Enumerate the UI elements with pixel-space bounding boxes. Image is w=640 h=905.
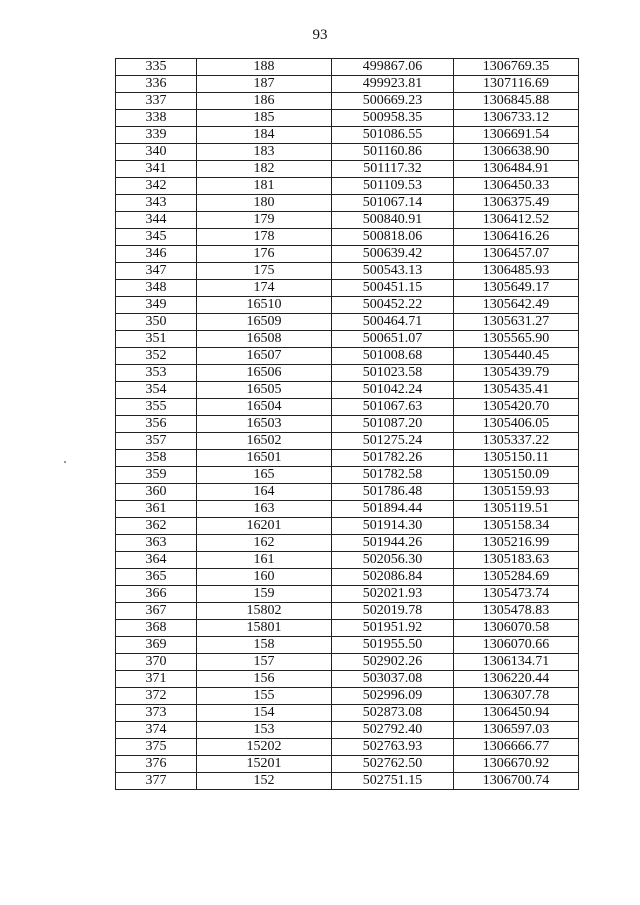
x-coordinate-cell: 501023.58 (332, 365, 454, 382)
table-row (116, 671, 579, 688)
boundary-point-id-cell: 16508 (197, 331, 332, 348)
table-row (116, 450, 579, 467)
y-coordinate-cell: 1306457.07 (454, 246, 579, 263)
boundary-point-id-cell: 15802 (197, 603, 332, 620)
x-coordinate-cell: 502086.84 (332, 569, 454, 586)
point-number-cell: 367 (116, 603, 197, 620)
x-coordinate-cell: 501894.44 (332, 501, 454, 518)
y-coordinate-cell: 1306134.71 (454, 654, 579, 671)
table-row (116, 739, 579, 756)
boundary-point-id-cell: 181 (197, 178, 332, 195)
y-coordinate-cell: 1305216.99 (454, 535, 579, 552)
table-row (116, 297, 579, 314)
table-row (116, 603, 579, 620)
boundary-point-id-cell: 182 (197, 161, 332, 178)
boundary-point-id-cell: 157 (197, 654, 332, 671)
point-number-cell: 372 (116, 688, 197, 705)
point-number-cell: 345 (116, 229, 197, 246)
x-coordinate-cell: 500651.07 (332, 331, 454, 348)
x-coordinate-cell: 501786.48 (332, 484, 454, 501)
y-coordinate-cell: 1306666.77 (454, 739, 579, 756)
x-coordinate-cell: 501782.26 (332, 450, 454, 467)
boundary-point-id-cell: 159 (197, 586, 332, 603)
scan-speck (64, 461, 66, 463)
y-coordinate-cell: 1305565.90 (454, 331, 579, 348)
y-coordinate-cell: 1306733.12 (454, 110, 579, 127)
boundary-point-id-cell: 16201 (197, 518, 332, 535)
point-number-cell: 339 (116, 127, 197, 144)
x-coordinate-cell: 502751.15 (332, 773, 454, 790)
point-number-cell: 340 (116, 144, 197, 161)
x-coordinate-cell: 501086.55 (332, 127, 454, 144)
table-row (116, 773, 579, 790)
table-row (116, 246, 579, 263)
x-coordinate-cell: 501042.24 (332, 382, 454, 399)
y-coordinate-cell: 1305284.69 (454, 569, 579, 586)
point-number-cell: 342 (116, 178, 197, 195)
point-number-cell: 373 (116, 705, 197, 722)
table-row (116, 688, 579, 705)
boundary-point-id-cell: 153 (197, 722, 332, 739)
table-row (116, 178, 579, 195)
table-row (116, 484, 579, 501)
point-number-cell: 362 (116, 518, 197, 535)
table-row (116, 416, 579, 433)
boundary-point-id-cell: 16506 (197, 365, 332, 382)
boundary-point-id-cell: 16509 (197, 314, 332, 331)
y-coordinate-cell: 1305642.49 (454, 297, 579, 314)
boundary-point-id-cell: 15801 (197, 620, 332, 637)
x-coordinate-cell: 501914.30 (332, 518, 454, 535)
point-number-cell: 366 (116, 586, 197, 603)
table-row (116, 348, 579, 365)
table-row (116, 756, 579, 773)
point-number-cell: 374 (116, 722, 197, 739)
x-coordinate-cell: 500639.42 (332, 246, 454, 263)
y-coordinate-cell: 1305183.63 (454, 552, 579, 569)
x-coordinate-cell: 499867.06 (332, 59, 454, 76)
table-row (116, 382, 579, 399)
y-coordinate-cell: 1305631.27 (454, 314, 579, 331)
table-row (116, 365, 579, 382)
y-coordinate-cell: 1306375.49 (454, 195, 579, 212)
y-coordinate-cell: 1305439.79 (454, 365, 579, 382)
point-number-cell: 352 (116, 348, 197, 365)
boundary-point-id-cell: 16501 (197, 450, 332, 467)
boundary-point-id-cell: 16507 (197, 348, 332, 365)
y-coordinate-cell: 1305150.11 (454, 450, 579, 467)
x-coordinate-cell: 501067.63 (332, 399, 454, 416)
page-number: 93 (312, 27, 328, 43)
x-coordinate-cell: 500452.22 (332, 297, 454, 314)
point-number-cell: 354 (116, 382, 197, 399)
boundary-point-id-cell: 179 (197, 212, 332, 229)
x-coordinate-cell: 502019.78 (332, 603, 454, 620)
table-row (116, 331, 579, 348)
point-number-cell: 353 (116, 365, 197, 382)
y-coordinate-cell: 1306670.92 (454, 756, 579, 773)
y-coordinate-cell: 1306070.58 (454, 620, 579, 637)
x-coordinate-cell: 501117.32 (332, 161, 454, 178)
point-number-cell: 346 (116, 246, 197, 263)
y-coordinate-cell: 1305119.51 (454, 501, 579, 518)
y-coordinate-cell: 1306769.35 (454, 59, 579, 76)
boundary-point-id-cell: 165 (197, 467, 332, 484)
y-coordinate-cell: 1306416.26 (454, 229, 579, 246)
point-number-cell: 356 (116, 416, 197, 433)
point-number-cell: 359 (116, 467, 197, 484)
y-coordinate-cell: 1306638.90 (454, 144, 579, 161)
table-row (116, 212, 579, 229)
x-coordinate-cell: 500818.06 (332, 229, 454, 246)
table-row (116, 501, 579, 518)
boundary-point-id-cell: 16504 (197, 399, 332, 416)
point-number-cell: 355 (116, 399, 197, 416)
boundary-point-id-cell: 187 (197, 76, 332, 93)
table-row (116, 280, 579, 297)
table-row (116, 110, 579, 127)
point-number-cell: 343 (116, 195, 197, 212)
point-number-cell: 361 (116, 501, 197, 518)
boundary-point-id-cell: 176 (197, 246, 332, 263)
x-coordinate-cell: 501087.20 (332, 416, 454, 433)
boundary-point-id-cell: 160 (197, 569, 332, 586)
table-row (116, 654, 579, 671)
y-coordinate-cell: 1306450.94 (454, 705, 579, 722)
table-row (116, 518, 579, 535)
table-row (116, 552, 579, 569)
x-coordinate-cell: 502763.93 (332, 739, 454, 756)
y-coordinate-cell: 1306700.74 (454, 773, 579, 790)
point-number-cell: 363 (116, 535, 197, 552)
x-coordinate-cell: 503037.08 (332, 671, 454, 688)
point-number-cell: 344 (116, 212, 197, 229)
point-number-cell: 348 (116, 280, 197, 297)
point-number-cell: 360 (116, 484, 197, 501)
point-number-cell: 341 (116, 161, 197, 178)
boundary-point-id-cell: 15202 (197, 739, 332, 756)
boundary-point-id-cell: 16505 (197, 382, 332, 399)
x-coordinate-cell: 500840.91 (332, 212, 454, 229)
y-coordinate-cell: 1305337.22 (454, 433, 579, 450)
table-row (116, 705, 579, 722)
x-coordinate-cell: 502056.30 (332, 552, 454, 569)
x-coordinate-cell: 501008.68 (332, 348, 454, 365)
y-coordinate-cell: 1305473.74 (454, 586, 579, 603)
x-coordinate-cell: 500669.23 (332, 93, 454, 110)
y-coordinate-cell: 1305478.83 (454, 603, 579, 620)
point-number-cell: 365 (116, 569, 197, 586)
point-number-cell: 347 (116, 263, 197, 280)
boundary-point-id-cell: 175 (197, 263, 332, 280)
x-coordinate-cell: 500451.15 (332, 280, 454, 297)
x-coordinate-cell: 500464.71 (332, 314, 454, 331)
table-row (116, 59, 579, 76)
table-row (116, 433, 579, 450)
point-number-cell: 370 (116, 654, 197, 671)
point-number-cell: 376 (116, 756, 197, 773)
point-number-cell: 335 (116, 59, 197, 76)
x-coordinate-cell: 501944.26 (332, 535, 454, 552)
table-row (116, 586, 579, 603)
point-number-cell: 358 (116, 450, 197, 467)
point-number-cell: 371 (116, 671, 197, 688)
x-coordinate-cell: 501109.53 (332, 178, 454, 195)
table-row (116, 195, 579, 212)
y-coordinate-cell: 1305440.45 (454, 348, 579, 365)
y-coordinate-cell: 1306597.03 (454, 722, 579, 739)
x-coordinate-cell: 499923.81 (332, 76, 454, 93)
y-coordinate-cell: 1305420.70 (454, 399, 579, 416)
x-coordinate-cell: 501955.50 (332, 637, 454, 654)
x-coordinate-cell: 500958.35 (332, 110, 454, 127)
table-row (116, 637, 579, 654)
point-number-cell: 350 (116, 314, 197, 331)
y-coordinate-cell: 1306845.88 (454, 93, 579, 110)
table-row (116, 93, 579, 110)
boundary-point-id-cell: 155 (197, 688, 332, 705)
boundary-point-id-cell: 15201 (197, 756, 332, 773)
boundary-point-id-cell: 162 (197, 535, 332, 552)
point-number-cell: 336 (116, 76, 197, 93)
table-row (116, 144, 579, 161)
boundary-point-id-cell: 183 (197, 144, 332, 161)
table-row (116, 620, 579, 637)
x-coordinate-cell: 502873.08 (332, 705, 454, 722)
boundary-point-id-cell: 16502 (197, 433, 332, 450)
table-row (116, 314, 579, 331)
table-row (116, 161, 579, 178)
boundary-point-id-cell: 164 (197, 484, 332, 501)
x-coordinate-cell: 501067.14 (332, 195, 454, 212)
point-number-cell: 364 (116, 552, 197, 569)
boundary-point-id-cell: 185 (197, 110, 332, 127)
x-coordinate-cell: 502762.50 (332, 756, 454, 773)
boundary-point-id-cell: 180 (197, 195, 332, 212)
y-coordinate-cell: 1306307.78 (454, 688, 579, 705)
point-number-cell: 349 (116, 297, 197, 314)
point-number-cell: 351 (116, 331, 197, 348)
x-coordinate-cell: 501160.86 (332, 144, 454, 161)
x-coordinate-cell: 502902.26 (332, 654, 454, 671)
x-coordinate-cell: 502021.93 (332, 586, 454, 603)
y-coordinate-cell: 1306691.54 (454, 127, 579, 144)
boundary-point-id-cell: 174 (197, 280, 332, 297)
table-row (116, 127, 579, 144)
coordinates-table-body (116, 59, 579, 790)
boundary-point-id-cell: 158 (197, 637, 332, 654)
boundary-point-id-cell: 178 (197, 229, 332, 246)
table-row (116, 263, 579, 280)
x-coordinate-cell: 502792.40 (332, 722, 454, 739)
y-coordinate-cell: 1305158.34 (454, 518, 579, 535)
boundary-point-id-cell: 161 (197, 552, 332, 569)
point-number-cell: 377 (116, 773, 197, 790)
point-number-cell: 369 (116, 637, 197, 654)
x-coordinate-cell: 501275.24 (332, 433, 454, 450)
point-number-cell: 337 (116, 93, 197, 110)
x-coordinate-cell: 502996.09 (332, 688, 454, 705)
y-coordinate-cell: 1306412.52 (454, 212, 579, 229)
x-coordinate-cell: 500543.13 (332, 263, 454, 280)
table-row (116, 399, 579, 416)
y-coordinate-cell: 1306070.66 (454, 637, 579, 654)
table-row (116, 229, 579, 246)
y-coordinate-cell: 1305435.41 (454, 382, 579, 399)
table-row (116, 76, 579, 93)
y-coordinate-cell: 1306220.44 (454, 671, 579, 688)
boundary-point-id-cell: 188 (197, 59, 332, 76)
boundary-point-id-cell: 156 (197, 671, 332, 688)
x-coordinate-cell: 501782.58 (332, 467, 454, 484)
y-coordinate-cell: 1305649.17 (454, 280, 579, 297)
y-coordinate-cell: 1305406.05 (454, 416, 579, 433)
boundary-point-id-cell: 154 (197, 705, 332, 722)
y-coordinate-cell: 1306450.33 (454, 178, 579, 195)
y-coordinate-cell: 1305150.09 (454, 467, 579, 484)
table-row (116, 467, 579, 484)
point-number-cell: 338 (116, 110, 197, 127)
table-row (116, 722, 579, 739)
table-row (116, 535, 579, 552)
table-row (116, 569, 579, 586)
coordinates-table (115, 58, 579, 790)
x-coordinate-cell: 501951.92 (332, 620, 454, 637)
y-coordinate-cell: 1306484.91 (454, 161, 579, 178)
boundary-point-id-cell: 16503 (197, 416, 332, 433)
point-number-cell: 368 (116, 620, 197, 637)
boundary-point-id-cell: 16510 (197, 297, 332, 314)
boundary-point-id-cell: 186 (197, 93, 332, 110)
point-number-cell: 357 (116, 433, 197, 450)
boundary-point-id-cell: 152 (197, 773, 332, 790)
boundary-point-id-cell: 163 (197, 501, 332, 518)
point-number-cell: 375 (116, 739, 197, 756)
y-coordinate-cell: 1305159.93 (454, 484, 579, 501)
y-coordinate-cell: 1307116.69 (454, 76, 579, 93)
y-coordinate-cell: 1306485.93 (454, 263, 579, 280)
boundary-point-id-cell: 184 (197, 127, 332, 144)
